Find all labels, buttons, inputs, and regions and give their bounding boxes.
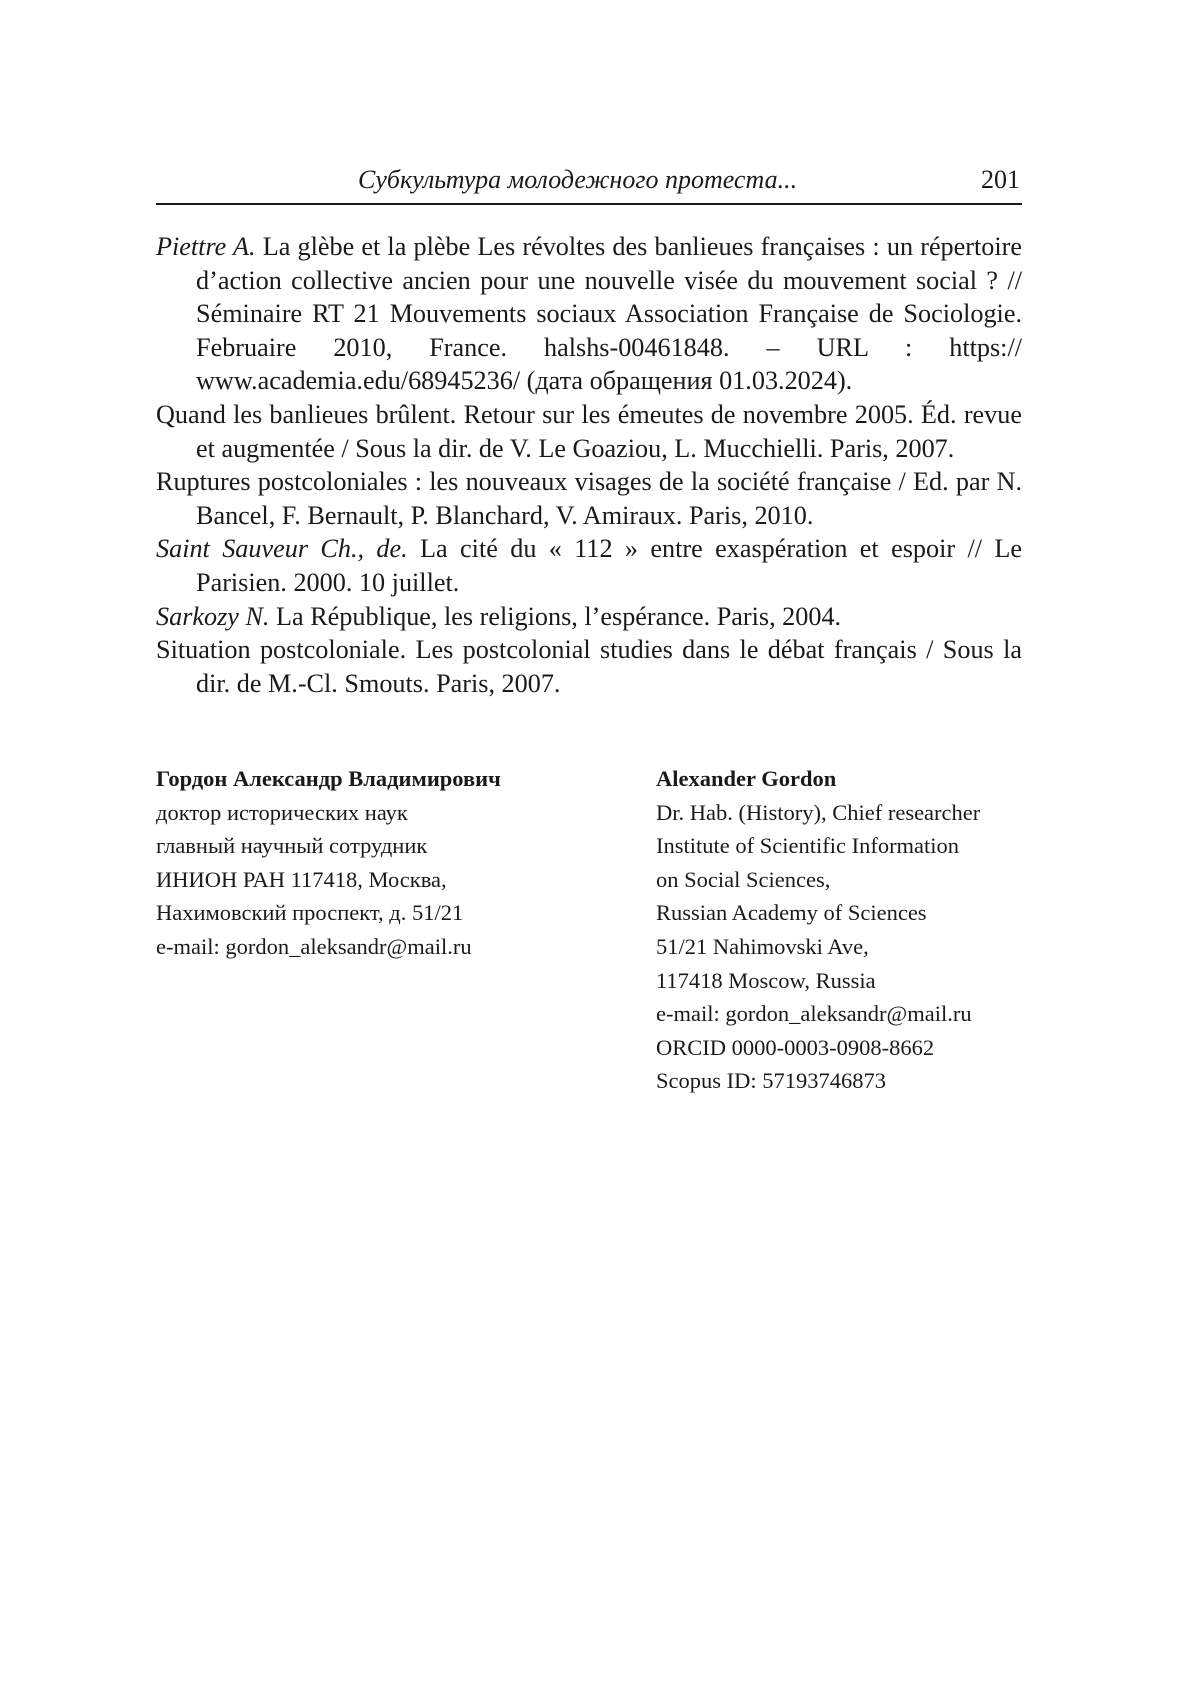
reference-item (156, 398, 1022, 465)
author-academy-en: Russian Academy of Sciences (656, 900, 927, 926)
reference-item (156, 230, 1022, 398)
reference-text: La République, les religions, l’espérance. Paris, 2004. (269, 601, 842, 631)
reference-author: Sarkozy N. (156, 601, 270, 631)
author-affiliation-ru: ИНИОН РАН 117418, Москва, (156, 866, 447, 892)
author-info-english (656, 762, 1022, 1098)
reference-item (156, 633, 1022, 700)
reference-author: Saint Sauveur Ch., de. (156, 534, 408, 564)
reference-author: Piettre A. (156, 232, 256, 261)
author-street-en: 51/21 Nahimovski Ave, (656, 933, 869, 959)
author-position-ru: главный научный сотрудник (156, 833, 428, 859)
author-institute-en-cont: on Social Sciences, (656, 866, 831, 892)
running-title: Субкультура молодежного протеста... (358, 165, 798, 194)
author-institute-en: Institute of Scientific Information (656, 833, 960, 859)
author-name-en: Alexander Gordon (656, 766, 837, 791)
author-scopus-en: Scopus ID: 57193746873 (656, 1068, 886, 1094)
reference-text: Situation postcoloniale. Les postcolonial studies dans le débat français / Sous la dir. de M.-Cl. Smouts. Paris, 2007. (156, 635, 1022, 698)
author-degree-ru: доктор исторических наук (156, 799, 408, 825)
page-number: 201 (981, 165, 1020, 194)
reference-item (156, 465, 1022, 532)
reference-text: La glèbe et la plèbe Les révoltes des banlieues françaises : un répertoire d’action collective ancien pour une nouvelle visée du mouvement social ? // Séminaire RT 21 Mouvements sociaux Association Française de Sociologie. Februaire 2010, France. halshs-00461848. – URL : https:// www.academia.edu/68945236/ (дата обращения 01.03.2024). (196, 232, 1022, 396)
author-orcid-en: ORCID 0000-0003-0908-8662 (656, 1034, 935, 1060)
author-email-ru: e-mail: gordon_aleksandr@mail.ru (156, 933, 472, 959)
reference-item (156, 600, 1022, 634)
reference-list (156, 230, 1022, 700)
author-degree-en: Dr. Hab. (History), Chief researcher (656, 799, 981, 825)
reference-text: La cité du « 112 » entre exaspération et espoir // Le Parisien. 2000. 10 juillet. (196, 534, 1022, 597)
reference-text: Quand les banlieues brûlent. Retour sur les émeutes de novembre 2005. Éd. revue et augmentée / Sous la dir. de V. Le Goaziou, L. Mucchielli. Paris, 2007. (156, 399, 1022, 463)
author-info-russian (156, 762, 616, 964)
author-city-en: 117418 Moscow, Russia (656, 967, 876, 993)
reference-text: Ruptures postcoloniales : les nouveaux visages de la société française / Ed. par N. Bancel, F. Bernault, P. Blanchard, V. Amiraux. Paris, 2010. (156, 467, 1022, 530)
author-name-ru: Гордон Александр Владимирович (156, 766, 501, 791)
reference-item (156, 532, 1022, 599)
author-address-ru: Нахимовский проспект, д. 51/21 (156, 900, 464, 926)
author-email-en: e-mail: gordon_aleksandr@mail.ru (656, 1001, 972, 1027)
running-header (156, 163, 1022, 205)
